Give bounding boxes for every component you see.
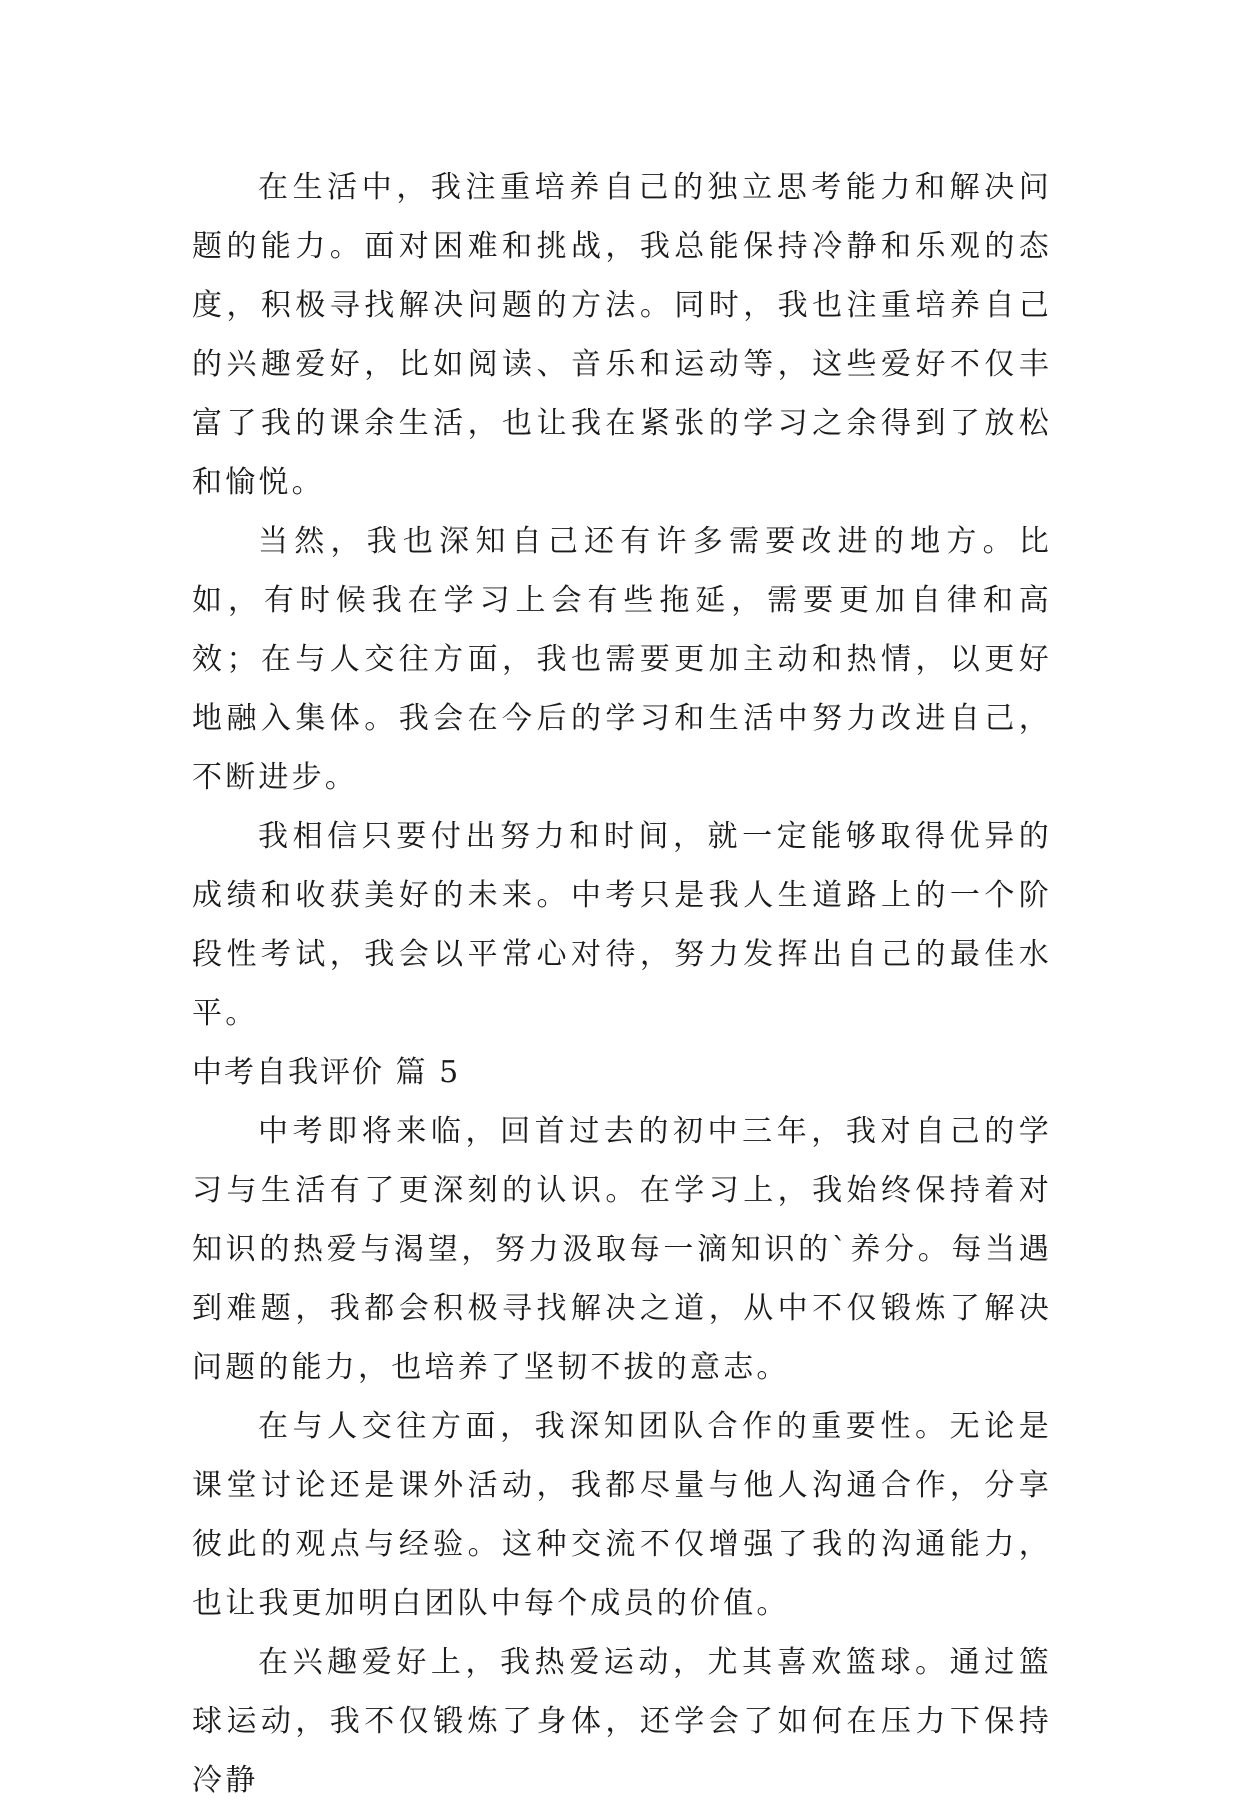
paragraph-improvements: 当然，我也深知自己还有许多需要改进的地方。比如，有时候我在学习上会有些拖延，需要更加自律和高效；在与人交往方面，我也需要更加主动和热情，以更好地融入集体。我会在今后的学习和生活中努力改进自己，不断进步。	[192, 524, 1052, 795]
paragraph-study-reflection: 中考即将来临，回首过去的初中三年，我对自己的学习与生活有了更深刻的认识。在学习上，我始终保持着对知识的热爱与渴望，努力汲取每一滴知识的`养分。每当遇到难题，我都会积极寻找解决之道，从中不仅锻炼了解决问题的能力，也培养了坚韧不拔的意志。	[192, 1114, 1052, 1385]
section-heading: 中考自我评价 篇 5	[192, 1055, 461, 1090]
paragraph-teamwork: 在与人交往方面，我深知团队合作的重要性。无论是课堂讨论还是课外活动，我都尽量与他人沟通合作，分享彼此的观点与经验。这种交流不仅增强了我的沟通能力，也让我更加明白团队中每个成员的价值。	[192, 1409, 1052, 1621]
document-body	[192, 158, 1052, 1810]
paragraph-hobbies: 在兴趣爱好上，我热爱运动，尤其喜欢篮球。通过篮球运动，我不仅锻炼了身体，还学会了如何在压力下保持冷静	[192, 1645, 1052, 1798]
paragraph-independent-thinking: 在生活中，我注重培养自己的独立思考能力和解决问题的能力。面对困难和挑战，我总能保持冷静和乐观的态度，积极寻找解决问题的方法。同时，我也注重培养自己的兴趣爱好，比如阅读、音乐和运动等，这些爱好不仅丰富了我的课余生活，也让我在紧张的学习之余得到了放松和愉悦。	[192, 170, 1052, 500]
paragraph-confidence: 我相信只要付出努力和时间，就一定能够取得优异的成绩和收获美好的未来。中考只是我人生道路上的一个阶段性考试，我会以平常心对待，努力发挥出自己的最佳水平。	[192, 819, 1052, 1031]
